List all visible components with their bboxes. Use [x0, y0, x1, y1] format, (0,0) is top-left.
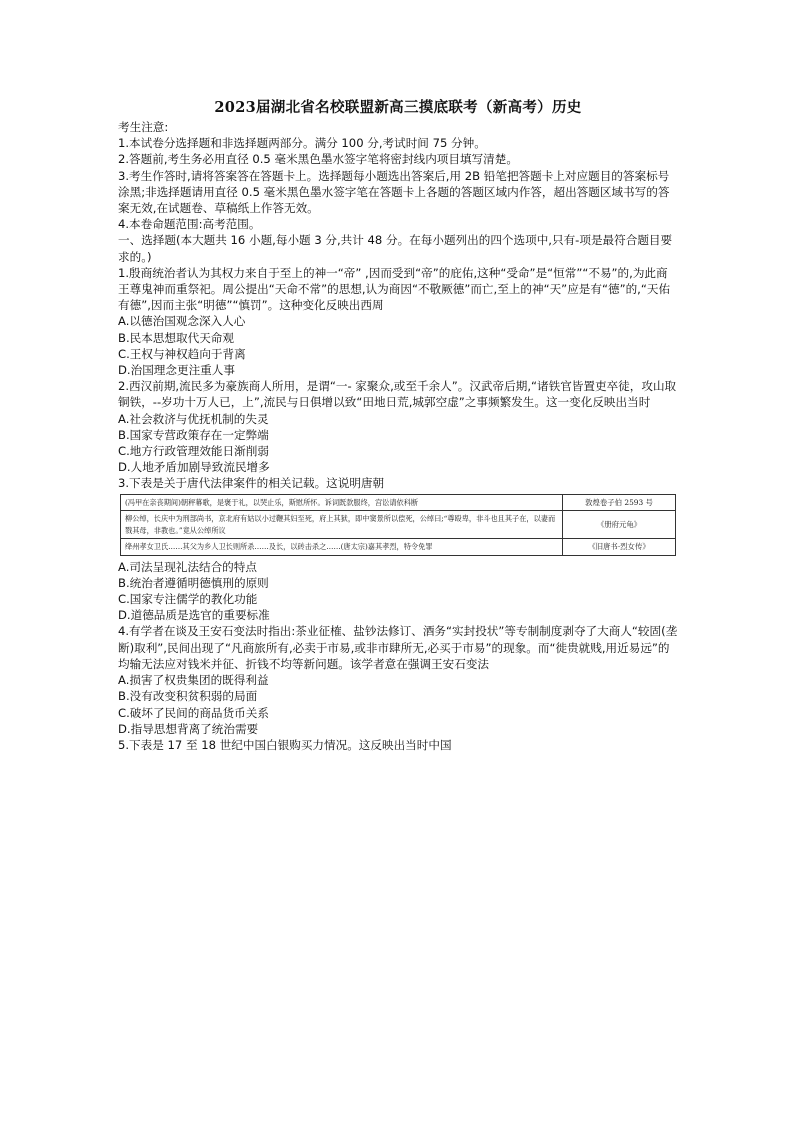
case-source: 《旧唐书·烈女传》 [563, 539, 676, 556]
notice-item-2: 2.答题前,考生务必用直径 0.5 毫米黑色墨水签字笔将密封线内项目填写清楚。 [118, 152, 518, 167]
option-a[interactable]: A.损害了权贵集团的既得利益 [118, 673, 269, 688]
option-b[interactable]: B.没有改变积贫积弱的局面 [118, 689, 258, 704]
law-cases-table [120, 494, 676, 556]
page-title: 2023届湖北省名校联盟新高三摸底联考（新高考）历史 [214, 99, 582, 116]
case-source: 《册府元龟》 [563, 511, 676, 539]
notice-item-4: 4.本卷命题范围:高考范围。 [118, 217, 261, 232]
question-5 [118, 737, 678, 753]
question-stem: 4.有学者在谈及王安石变法时指出:茶业征榷、盐钞法修订、酒务“实封投状”等专制制度剥夺了大商人“较固(垄断)取利”,民间出现了“凡商旅所有,必卖于市易,或非市肆所无,必买于市易”的现象。而“徙贵就贱,用近易远”的均输无法应对钱米并征、折钱不均等新问题。该学者意在强调王安石变法 [118, 624, 678, 671]
option-b[interactable]: B.统治者遵循明德慎刑的原则 [118, 575, 269, 590]
question-4 [118, 623, 678, 736]
question-stem: 5.下表是 17 至 18 世纪中国白银购买力情况。这反映出当时中国 [118, 737, 452, 752]
option-d[interactable]: D.道德品质是选官的重要标准 [118, 608, 270, 623]
option-c[interactable]: C.破坏了民间的商品货币关系 [118, 705, 269, 720]
option-c[interactable]: C.国家专注儒学的教化功能 [118, 592, 258, 607]
notice-item-3: 3.考生作答时,请将答案答在答题卡上。选择题每小题选出答案后,用 2B 铅笔把答题卡上对应题目的答案标号涂黑;非选择题请用直径 0.5 毫米黑色墨水签字笔在答题卡上各题的答题区域内作答，超出答题区域书写的答案无效,在试题卷、草稿纸上作答无效。 [118, 168, 670, 216]
table-row [121, 539, 676, 556]
question-3 [118, 475, 678, 623]
case-source: 敦煌卷子伯 2593 号 [563, 494, 676, 511]
question-stem: 1.殷商统治者认为其权力来自于至上的神一“帝” ,因而受到“帝”的庇佑,这种“受命”是“恒常”“不易”的,为此商王尊鬼神而重祭祀。周公提出“天命不常”的思想,认为商因“不敬厥德”而亡,至上的神“天”应是有“德”的,“天佑有德”,因而主张“明德”“慎罚”。这种变化反映出西周 [118, 265, 671, 313]
notice-item-1: 1.本试卷分选择题和非选择题两部分。满分 100 分,考试时间 75 分钟。 [118, 136, 486, 151]
question-stem: 2.西汉前期,流民多为豪族商人所用，是谓“一- 家聚众,或至千余人”。汉武帝后期,“诸铁官皆置吏卒徒，攻山取铜铁，--岁功十万人已，上”,流民与日俱增以致“田地日荒,城郭空虚”之事频繁发生。这一变化反映出当时 [118, 379, 677, 410]
option-d[interactable]: D.治国理念更注重人事 [118, 363, 235, 378]
option-a[interactable]: A.司法呈现礼法结合的特点 [118, 559, 257, 574]
option-b[interactable]: B.国家专营政策存在一定弊端 [118, 427, 269, 442]
option-d[interactable]: D.人地矛盾加剧导致流民增多 [118, 460, 270, 475]
table-row [121, 494, 676, 511]
question-1 [118, 265, 678, 378]
exam-page [118, 96, 678, 753]
option-c[interactable]: C.王权与神权趋向于背离 [118, 346, 246, 361]
case-text: (冯甲在亲丧期间)朝秤幕歌，是褒于礼，以哭止乐，斯慰所怀。诉词既款服终，宫讼请依科断 [121, 494, 563, 511]
notice-heading: 考生注意: [118, 120, 169, 134]
case-text: 柳公绰，长庆中为刑部尚书，京北府有姑以小过鞭其妇至死，府上其狱，即中窦景所以偿死，公绰曰;“尊殴卑，非斗也且其子在，以妻而戮其母，非教也。”竟从公绰所议 [121, 511, 563, 539]
option-a[interactable]: A.以德治国观念深入人心 [118, 314, 246, 329]
case-text: 绛州孝女卫氏……其父为乡人卫长则所杀……及长，以砖击杀之……(唐太宗)嘉其孝烈，特令免罪 [121, 539, 563, 556]
table-row [121, 511, 676, 539]
section-heading: 一、选择题(本大题共 16 小题,每小题 3 分,共计 48 分。在每小题列出的四个选项中,只有-项是最符合题目要求的。) [118, 233, 673, 264]
option-c[interactable]: C.地方行政管理效能日渐削弱 [118, 444, 269, 459]
option-a[interactable]: A.社会救济与优抚机制的失灵 [118, 411, 269, 426]
question-stem: 3.下表是关于唐代法律案件的相关记载。这说明唐朝 [118, 476, 385, 491]
question-2 [118, 378, 678, 475]
option-b[interactable]: B.民本思想取代天命观 [118, 330, 234, 345]
option-d[interactable]: D.指导思想背离了统治需要 [118, 721, 259, 736]
